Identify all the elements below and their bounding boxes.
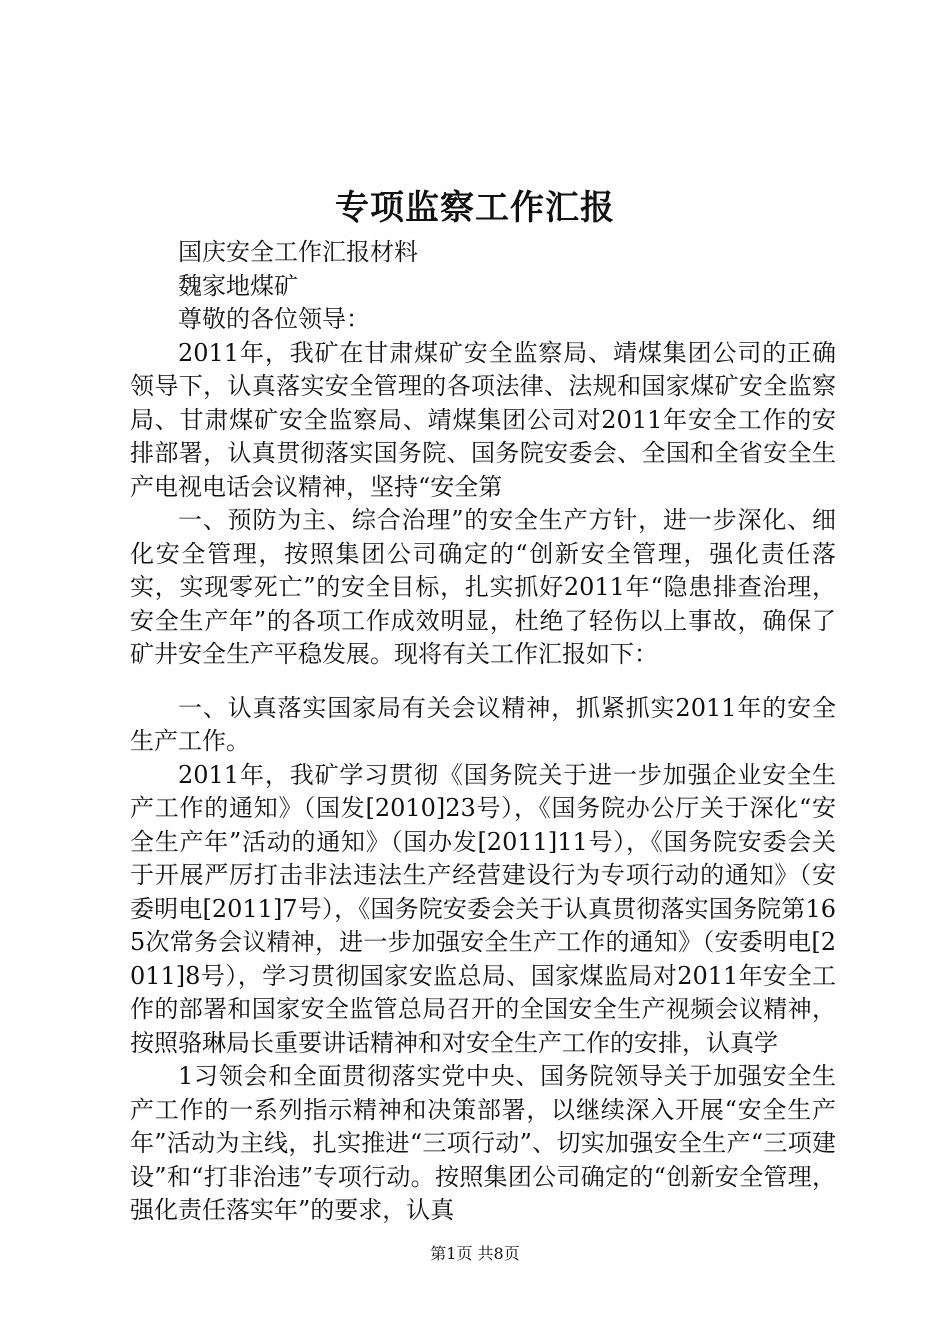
paragraph-policy: 一、预防为主、综合治理”的安全生产方针，进一步深化、细化安全管理，按照集团公司确定的“创新安全管理，强化责任落实，实现零死亡”的安全目标，扎实抓好2011年“隐患排查治理，安全生产年”的各项工作成效明显，杜绝了轻伤以上事故，确保了矿井安全生产平稳发展。现将有关工作汇报如下： [130,506,836,668]
paragraph-heading-material: 国庆安全工作汇报材料 [178,238,418,266]
paragraph-intro: 2011年，我矿在甘肃煤矿安全监察局、靖煤集团公司的正确领导下，认真落实安全管理的各项法律、法规和国家煤矿安全监察局、甘肃煤矿安全监察局、靖煤集团公司对2011年安全工作的安排部署，认真贯彻落实国务院、国务院安委会、全国和全省安全生产电视电话会议精神，坚持“安全第 [130,338,836,501]
paragraph-study-documents: 2011年，我矿学习贯彻《国务院关于进一步加强企业安全生产工作的通知》（国发[2010]23号），《国务院办公厅关于深化“安全生产年”活动的通知》（国办发[2011]11号），《国务院安委会关于开展严厉打击非法违法生产经营建设行为专项行动的通知》（安委明电[2011]7号），《国务院安委会关于认真贯彻落实国务院第165次常务会议精神，进一步加强安全生产工作的通知》（安委明电[2011]8号），学习贯彻国家安监总局、国家煤监局对2011年安全工作的部署和国家安全监管总局召开的全国安全生产视频会议精神，按照骆琳局长重要讲话精神和对安全生产工作的安排，认真学 [130,760,836,1057]
paragraph-implementation: 1习领会和全面贯彻落实党中央、国务院领导关于加强安全生产工作的一系列指示精神和决策部署，以继续深入开展“安全生产年”活动为主线，扎实推进“三项行动”、切实加强安全生产“三项建设”和“打非治违”专项行动。按照集团公司确定的“创新安全管理，强化责任落实年”的要求，认真 [130,1062,836,1224]
paragraph-salutation: 尊敬的各位领导： [178,305,370,333]
document-body [130,236,836,1228]
paragraph-section-one-heading: 一、认真落实国家局有关会议精神，抓紧抓实2011年的安全生产工作。 [130,693,836,755]
paragraph-mine-name: 魏家地煤矿 [178,271,298,300]
page-footer: 第1页 共8页 [430,1244,520,1263]
document-title: 专项监察工作汇报 [335,188,615,228]
